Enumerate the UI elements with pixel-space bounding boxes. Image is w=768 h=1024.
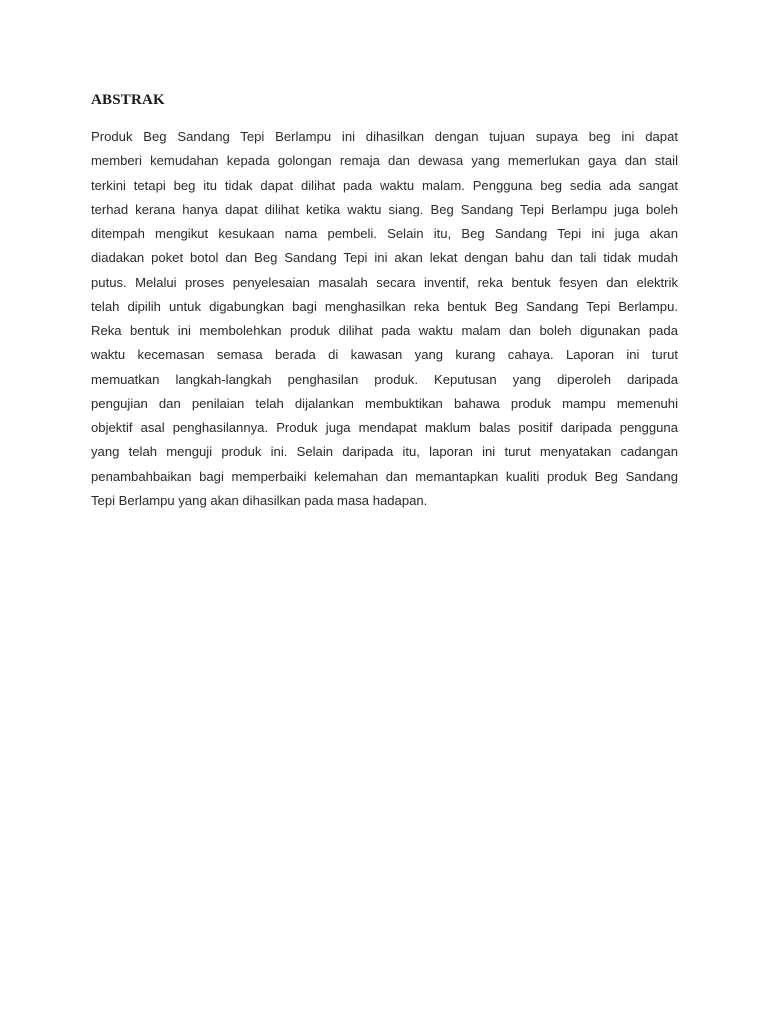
paragraph-line: ditempah mengikut kesukaan nama pembeli. Selain itu, Beg Sandang Tepi ini juga akan <box>91 226 678 241</box>
paragraph-line: terhad kerana hanya dapat dilihat ketika waktu siang. Beg Sandang Tepi Berlampu juga boleh <box>91 201 678 217</box>
abstract-heading: ABSTRAK <box>91 92 165 108</box>
paragraph-line: Produk Beg Sandang Tepi Berlampu ini dihasilkan dengan tujuan supaya beg ini dapat <box>91 129 678 144</box>
abstract-paragraph <box>91 125 678 513</box>
paragraph-line: Reka bentuk ini membolehkan produk dilihat pada waktu malam dan boleh digunakan pada <box>91 323 678 338</box>
paragraph-line: memberi kemudahan kepada golongan remaja dan dewasa yang memerlukan gaya dan stail <box>91 153 678 169</box>
paragraph-line: memuatkan langkah-langkah penghasilan produk. Keputusan yang diperoleh daripada <box>91 371 678 387</box>
paragraph-line: telah dipilih untuk digabungkan bagi menghasilkan reka bentuk Beg Sandang Tepi Berlampu. <box>91 298 678 314</box>
paragraph-line: putus. Melalui proses penyelesaian masalah secara inventif, reka bentuk fesyen dan elektrik <box>91 274 678 290</box>
paragraph-line: yang telah menguji produk ini. Selain daripada itu, laporan ini turut menyatakan cadangan <box>91 444 678 460</box>
paragraph-line: waktu kecemasan semasa berada di kawasan yang kurang cahaya. Laporan ini turut <box>91 347 678 363</box>
paragraph-line: objektif asal penghasilannya. Produk juga mendapat maklum balas positif daripada pengguna <box>91 420 678 435</box>
paragraph-line: diadakan poket botol dan Beg Sandang Tepi ini akan lekat dengan bahu dan tali tidak mudah <box>91 250 678 266</box>
paragraph-line: penambahbaikan bagi memperbaiki kelemahan dan memantapkan kualiti produk Beg Sandang <box>91 468 678 484</box>
paragraph-line: pengujian dan penilaian telah dijalankan membuktikan bahawa produk mampu memenuhi <box>91 395 678 411</box>
paragraph-line: Tepi Berlampu yang akan dihasilkan pada masa hadapan. <box>91 492 428 508</box>
paragraph-line: terkini tetapi beg itu tidak dapat dilihat pada waktu malam. Pengguna beg sedia ada sangat <box>91 177 678 193</box>
